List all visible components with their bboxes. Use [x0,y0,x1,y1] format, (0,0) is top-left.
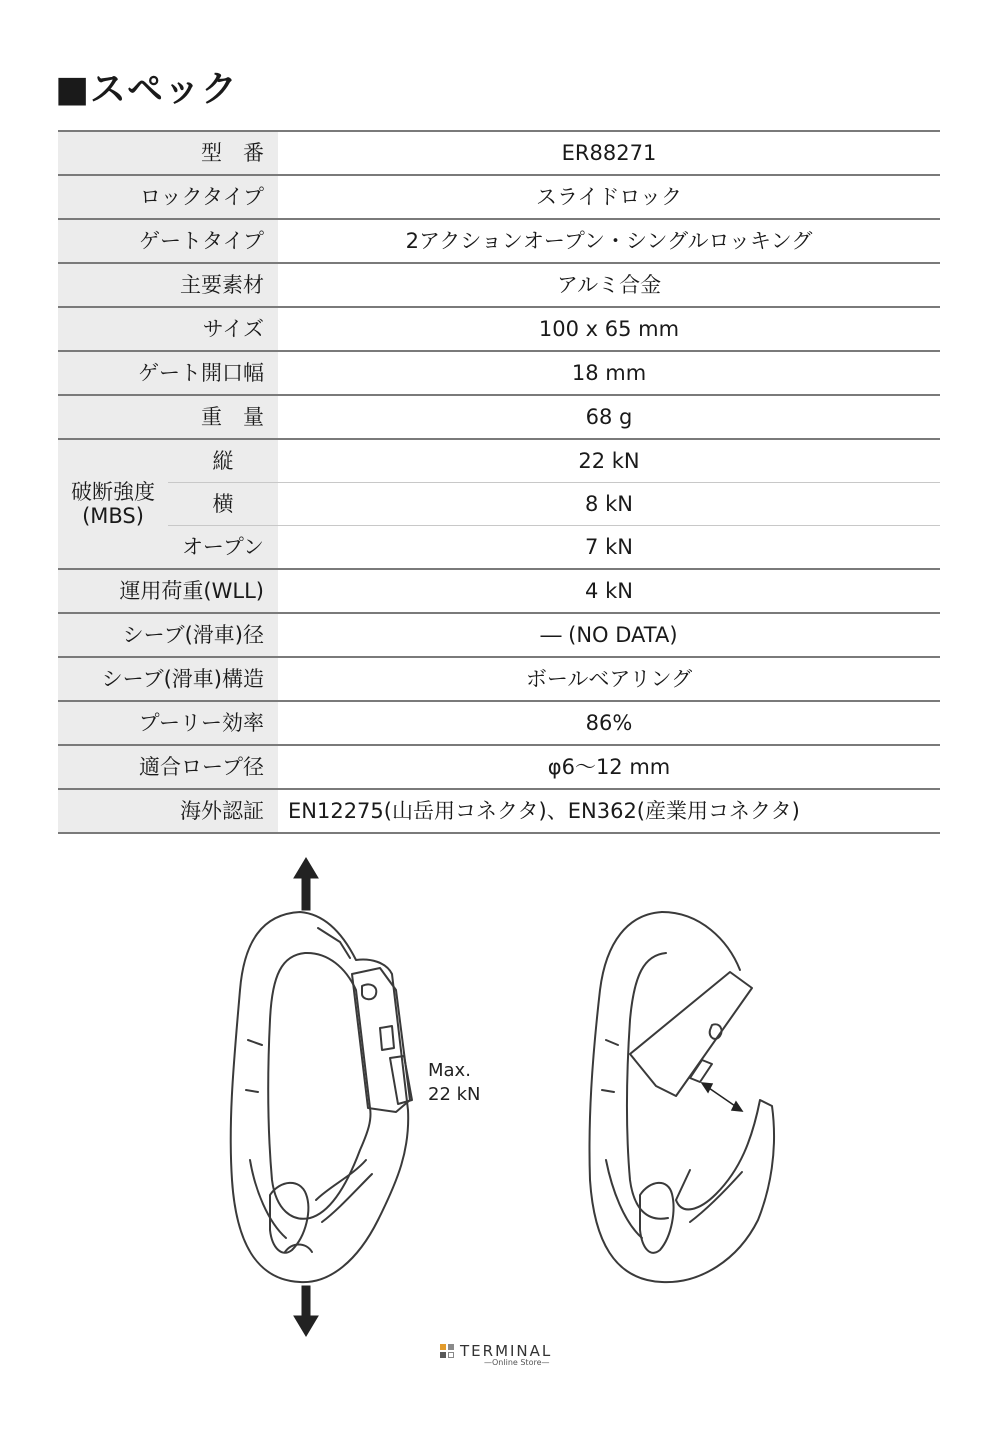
carabiner-closed-drawing [231,912,412,1282]
spec-row [58,745,940,789]
spec-row [58,613,940,657]
mbs-group-label [58,439,168,569]
load-label-line2: 22 kN [428,1084,481,1105]
spec-label: 運用荷重(WLL) [58,569,278,613]
spec-row [58,351,940,395]
spec-label: ゲート開口幅 [58,351,278,395]
spec-label: 重 量 [58,395,278,439]
mbs-label-line1: 破断強度 [71,480,155,504]
spec-value: EN12275(山岳用コネクタ)、EN362(産業用コネクタ) [278,789,940,833]
spec-row [58,657,940,701]
spec-label: シーブ(滑車)径 [58,613,278,657]
spec-label: ゲートタイプ [58,219,278,263]
mbs-value: 22 kN [278,439,940,483]
spec-label: 適合ロープ径 [58,745,278,789]
spec-label: プーリー効率 [58,701,278,745]
spec-label: ロックタイプ [58,175,278,219]
spec-value: 100 x 65 mm [278,307,940,351]
spec-row [58,175,940,219]
carabiner-illustrations [0,850,1000,1350]
spec-value: スライドロック [278,175,940,219]
mbs-sub-label: 横 [168,483,278,526]
spec-value: 2アクションオープン・シングルロッキング [278,219,940,263]
spec-row [58,395,940,439]
spec-row [58,701,940,745]
spec-value: ― (NO DATA) [278,613,940,657]
spec-value: ボールベアリング [278,657,940,701]
load-label-line1: Max. [428,1060,471,1081]
arrow-down-icon [294,1286,318,1336]
mbs-sub-label: 縦 [168,439,278,483]
spec-value: 18 mm [278,351,940,395]
spec-row [58,219,940,263]
page-title: ■スペック [55,69,239,110]
spec-row [58,263,940,307]
spec-row [58,439,940,483]
spec-label: 型 番 [58,131,278,175]
mbs-sub-label: オープン [168,526,278,570]
spec-value: 4 kN [278,569,940,613]
spec-value: ER88271 [278,131,940,175]
spec-row [58,307,940,351]
logo-square-icon [448,1344,454,1350]
mbs-label-line2: (MBS) [82,504,144,528]
terminal-logo [438,1344,568,1368]
arrow-up-icon [294,858,318,910]
spec-label: 主要素材 [58,263,278,307]
spec-row [58,569,940,613]
spec-label: シーブ(滑車)構造 [58,657,278,701]
spec-row [58,789,940,833]
spec-row [58,483,940,526]
logo-square-icon [440,1352,446,1358]
load-arrows [294,858,318,1336]
spec-row [58,131,940,175]
logo-name: TERMINAL [460,1342,553,1360]
logo-square-icon [440,1344,446,1350]
spec-table [58,130,940,834]
logo-sub: —Online Store— [484,1358,550,1367]
mbs-value: 7 kN [278,526,940,570]
logo-square-icon [448,1352,454,1358]
spec-value: アルミ合金 [278,263,940,307]
spec-label: 海外認証 [58,789,278,833]
spec-value: φ6～12 mm [278,745,940,789]
spec-row [58,526,940,570]
gate-opening-arrow [702,1083,742,1111]
carabiner-open-drawing [589,912,774,1282]
spec-label: サイズ [58,307,278,351]
spec-value: 68 g [278,395,940,439]
mbs-value: 8 kN [278,483,940,526]
spec-value: 86% [278,701,940,745]
